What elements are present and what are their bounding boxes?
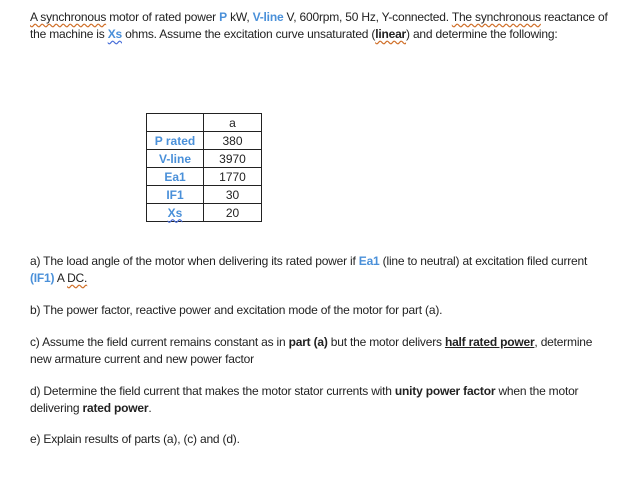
row-value: 3970 xyxy=(204,150,262,168)
text: unity power factor xyxy=(394,384,496,398)
row-value: 1770 xyxy=(204,168,262,186)
column-header: a xyxy=(204,114,262,132)
text: half rated power xyxy=(444,335,535,349)
row-value: 380 xyxy=(204,132,262,150)
var-ea1: Ea1 xyxy=(358,254,380,268)
text: A xyxy=(54,271,68,285)
row-label: IF1 xyxy=(147,186,204,204)
text: ohms. Assume the excitation curve unsaturated ( xyxy=(122,27,376,41)
text: V, 600rpm, 50 Hz, Y-connected. xyxy=(283,10,452,24)
text: c) Assume the field current remains constant as in xyxy=(30,335,289,349)
table-row xyxy=(147,132,262,150)
question-b: b) The power factor, reactive power and excitation mode of the motor for part (a). xyxy=(30,303,443,317)
text: motor of rated power xyxy=(106,10,220,24)
text: linear xyxy=(375,27,407,41)
var-if1: (IF1) xyxy=(30,271,55,285)
row-label: P rated xyxy=(147,132,204,150)
var-xs: Xs xyxy=(107,27,122,41)
text: kW, xyxy=(226,10,253,24)
text: reactance of the machine is xyxy=(30,10,608,41)
table-row xyxy=(147,150,262,168)
table-row xyxy=(147,204,262,222)
text: a) The load angle of the motor when delivering its rated power if xyxy=(30,254,359,268)
text: d) Determine the field current that makes the motor stator currents with xyxy=(30,384,395,398)
text: DC. xyxy=(67,271,88,285)
text: but the motor delivers xyxy=(327,335,445,349)
text: . xyxy=(148,401,152,415)
table-row xyxy=(147,168,262,186)
question-e: e) Explain results of parts (a), (c) and (d). xyxy=(30,432,240,446)
var-p: P xyxy=(219,10,227,24)
question-d xyxy=(30,383,610,417)
parameter-table xyxy=(146,113,262,222)
row-label: Ea1 xyxy=(147,168,204,186)
row-value: 20 xyxy=(204,204,262,222)
text: part (a) xyxy=(288,335,328,349)
text: rated power xyxy=(82,401,149,415)
text: , determine new armature current and new power factor xyxy=(30,335,593,366)
row-label: V-line xyxy=(147,150,204,168)
problem-intro xyxy=(30,9,610,43)
var-vline: V-line xyxy=(252,10,284,24)
table-row xyxy=(147,186,262,204)
row-value: 30 xyxy=(204,186,262,204)
text: A synchronous xyxy=(30,10,107,24)
text: The synchronous xyxy=(451,10,541,24)
text: ) and determine the following: xyxy=(406,27,558,41)
text: when the motor delivering xyxy=(30,384,579,415)
empty-cell xyxy=(147,114,204,132)
row-label: Xs xyxy=(147,204,204,222)
table-header-row xyxy=(147,114,262,132)
text: (line to neutral) at excitation filed current xyxy=(379,254,588,268)
question-a xyxy=(30,253,610,287)
question-c xyxy=(30,334,610,368)
